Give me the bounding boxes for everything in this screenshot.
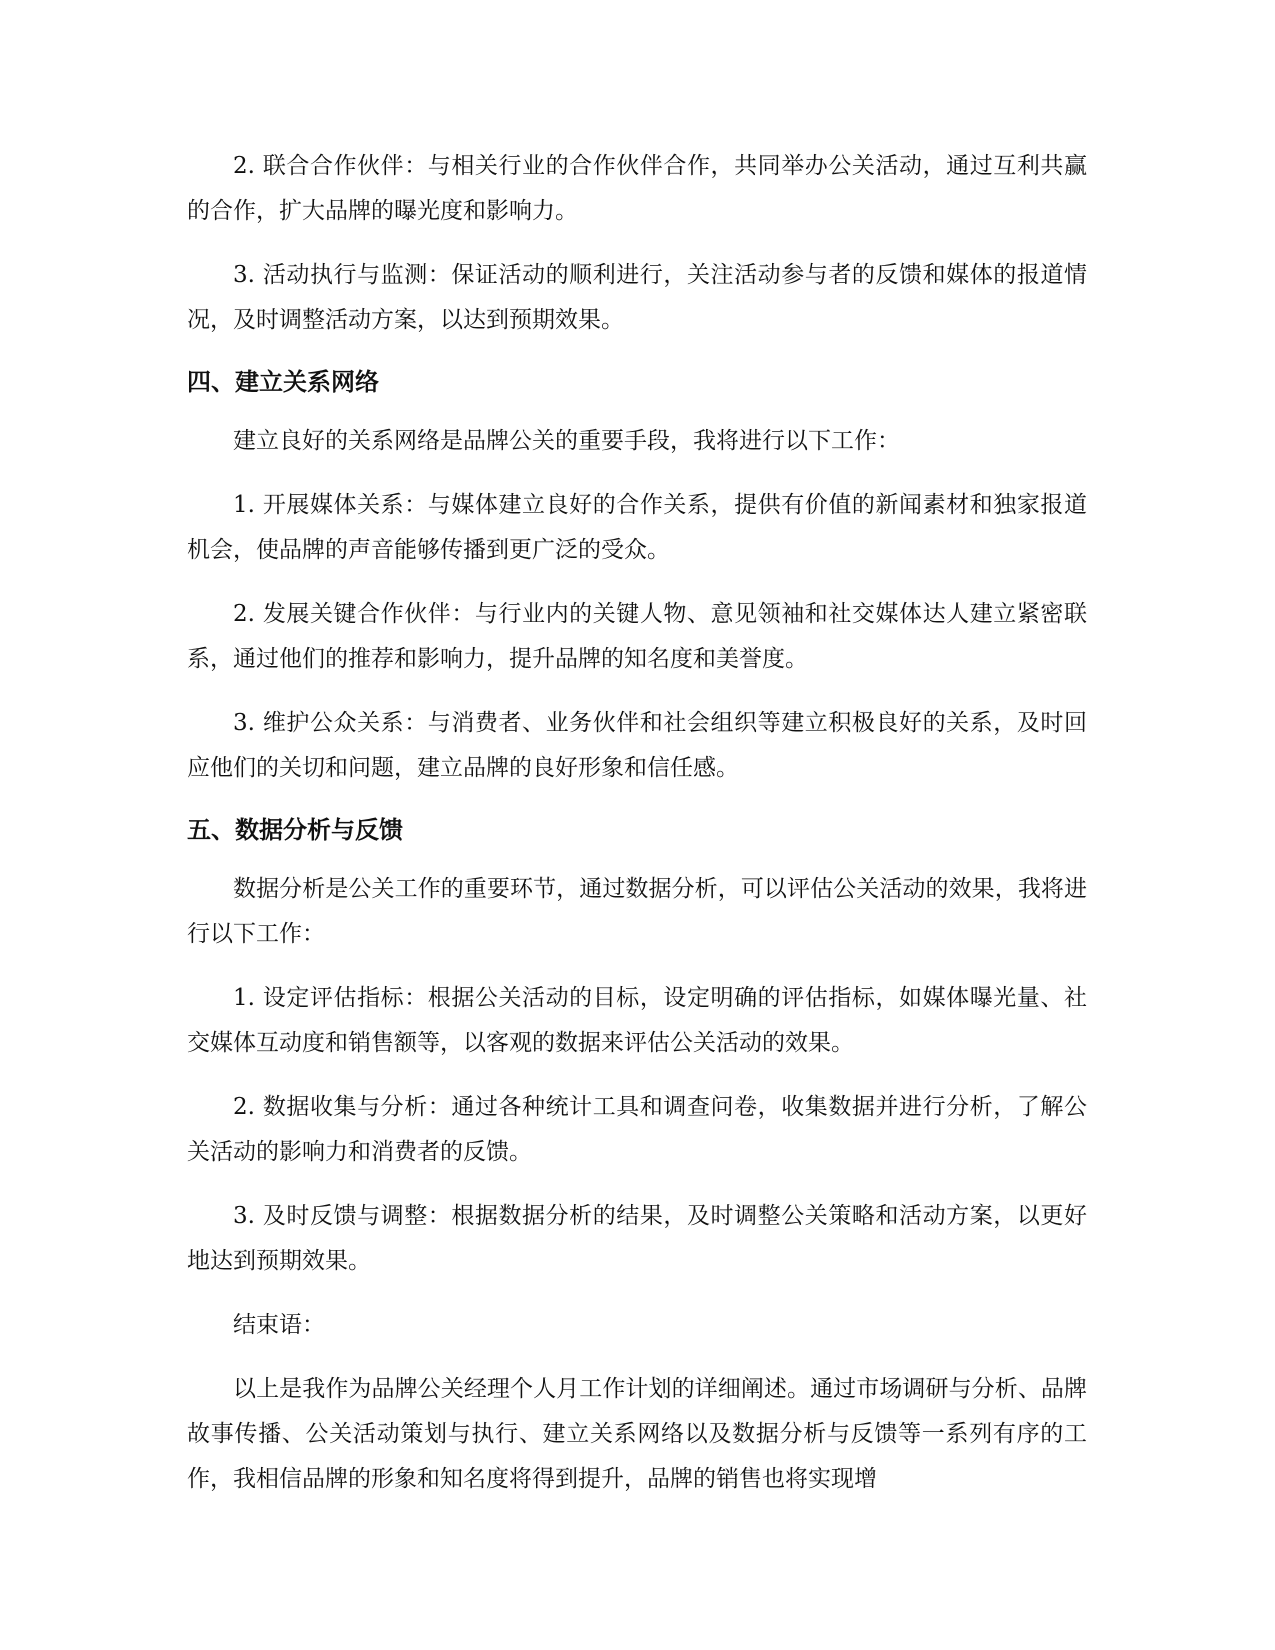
- paragraph-network-intro: 建立良好的关系网络是品牌公关的重要手段，我将进行以下工作：: [233, 428, 900, 454]
- paragraph-key-partners: 2. 发展关键合作伙伴：与行业内的关键人物、意见领袖和社交媒体达人建立紧密联系，通过他们的推荐和影响力，提升品牌的知名度和美誉度。: [187, 601, 1087, 672]
- paragraph-analysis-intro: 数据分析是公关工作的重要环节，通过数据分析，可以评估公关活动的效果，我将进行以下工作：: [187, 876, 1087, 947]
- paragraph-closing-summary: 以上是我作为品牌公关经理个人月工作计划的详细阐述。通过市场调研与分析、品牌故事传播、公关活动策划与执行、建立关系网络以及数据分析与反馈等一系列有序的工作，我相信品牌的形象和知名度将得到提升，品牌的销售也将实现增: [187, 1376, 1087, 1492]
- paragraph-closing-label: 结束语：: [233, 1312, 325, 1338]
- document-body: [187, 144, 1087, 1521]
- paragraph-metrics: 1. 设定评估指标：根据公关活动的目标，设定明确的评估指标，如媒体曝光量、社交媒体互动度和销售额等，以客观的数据来评估公关活动的效果。: [187, 985, 1087, 1056]
- paragraph-activity-monitoring: 3. 活动执行与监测：保证活动的顺利进行，关注活动参与者的反馈和媒体的报道情况，及时调整活动方案，以达到预期效果。: [187, 262, 1087, 333]
- paragraph-media-relations: 1. 开展媒体关系：与媒体建立良好的合作关系，提供有价值的新闻素材和独家报道机会，使品牌的声音能够传播到更广泛的受众。: [187, 492, 1087, 563]
- section-heading-data-analysis: 五、数据分析与反馈: [187, 816, 403, 844]
- paragraph-public-relations: 3. 维护公众关系：与消费者、业务伙伴和社会组织等建立积极良好的关系，及时回应他们的关切和问题，建立品牌的良好形象和信任感。: [187, 710, 1087, 781]
- paragraph-data-collection: 2. 数据收集与分析：通过各种统计工具和调查问卷，收集数据并进行分析，了解公关活动的影响力和消费者的反馈。: [187, 1094, 1087, 1165]
- paragraph-feedback-adjustment: 3. 及时反馈与调整：根据数据分析的结果，及时调整公关策略和活动方案，以更好地达到预期效果。: [187, 1203, 1087, 1274]
- paragraph-partner-cooperation: 2. 联合合作伙伴：与相关行业的合作伙伴合作，共同举办公关活动，通过互利共赢的合作，扩大品牌的曝光度和影响力。: [187, 153, 1087, 224]
- section-heading-relationship-network: 四、建立关系网络: [187, 368, 379, 396]
